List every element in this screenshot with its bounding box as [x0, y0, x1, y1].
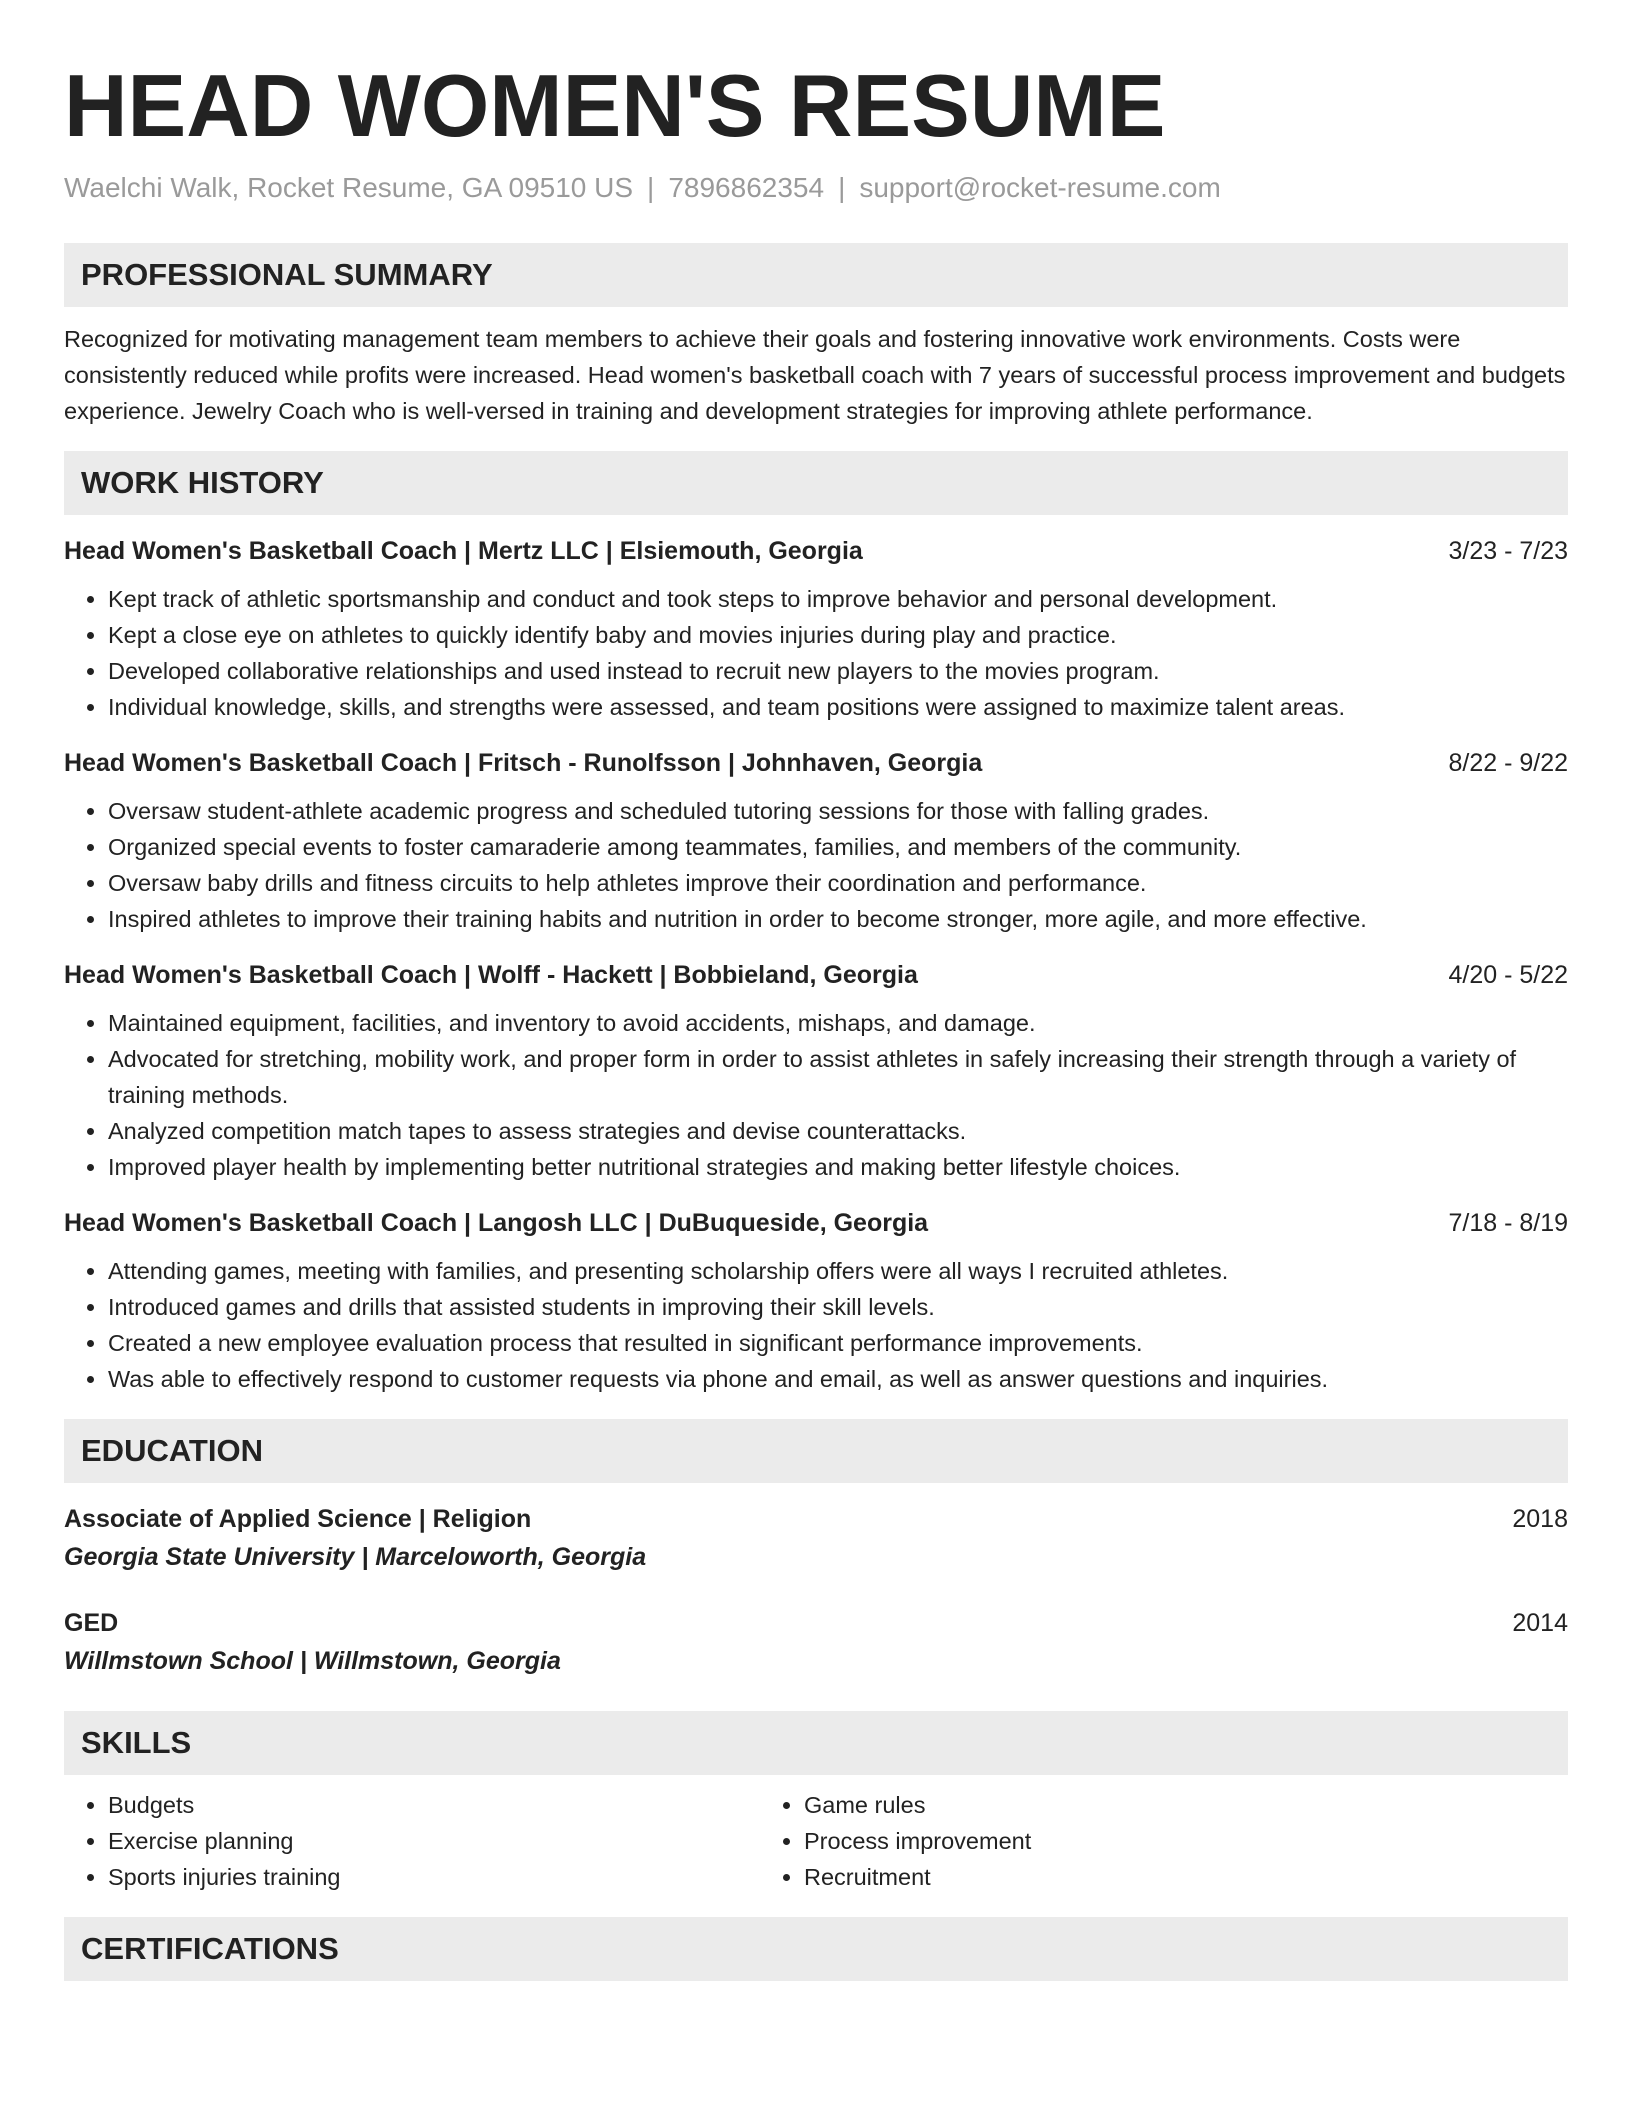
job-dates: 7/18 - 8/19	[1448, 1209, 1568, 1237]
list-item: • Exercise planning	[108, 1823, 760, 1859]
job-dates: 4/20 - 5/22	[1448, 961, 1568, 989]
resume-title: HEAD WOMEN'S RESUME	[64, 56, 1166, 155]
section-header-summary: PROFESSIONAL SUMMARY	[64, 243, 1568, 307]
job-entry	[64, 745, 1568, 937]
job-entry	[64, 533, 1568, 725]
job-bullets	[64, 1253, 1568, 1397]
job-dates: 8/22 - 9/22	[1448, 749, 1568, 777]
list-item: • Game rules	[804, 1787, 1456, 1823]
list-item: • Attending games, meeting with families, and presenting scholarship offers were all ways I recruited athletes.	[108, 1253, 1568, 1289]
job-bullets	[64, 1005, 1568, 1185]
list-item: • Sports injuries training	[108, 1859, 760, 1895]
education-entry	[64, 1501, 1568, 1577]
job-heading: Head Women's Basketball Coach | Fritsch - Runolfsson | Johnhaven, Georgia	[64, 749, 983, 777]
list-item: • Analyzed competition match tapes to assess strategies and devise counterattacks.	[108, 1113, 1568, 1149]
list-item: • Kept track of athletic sportsmanship and conduct and took steps to improve behavior and personal development.	[108, 581, 1568, 617]
list-item: • Developed collaborative relationships and used instead to recruit new players to the movies program.	[108, 653, 1568, 689]
list-item: • Created a new employee evaluation process that resulted in significant performance improvements.	[108, 1325, 1568, 1361]
education-degree: GED	[64, 1609, 119, 1637]
list-item: • Advocated for stretching, mobility work, and proper form in order to assist athletes in safely increasing their strength through a variety of training methods.	[108, 1041, 1568, 1113]
list-item: • Oversaw baby drills and fitness circuits to help athletes improve their coordination and performance.	[108, 865, 1568, 901]
list-item: • Recruitment	[804, 1859, 1456, 1895]
job-entry	[64, 957, 1568, 1185]
contact-line	[64, 170, 1568, 206]
list-item: • Improved player health by implementing better nutritional strategies and making better lifestyle choices.	[108, 1149, 1568, 1185]
skills-list	[64, 1787, 1568, 1895]
list-item: • Process improvement	[804, 1823, 1456, 1859]
contact-email: support@rocket-resume.com	[859, 172, 1221, 203]
list-item: • Was able to effectively respond to customer requests via phone and email, as well as answer questions and inquiries.	[108, 1361, 1568, 1397]
education-school: Willmstown School | Willmstown, Georgia	[64, 1647, 561, 1675]
skills-column-left	[64, 1787, 760, 1895]
education-year: 2014	[1512, 1609, 1568, 1637]
education-degree: Associate of Applied Science | Religion	[64, 1505, 532, 1533]
job-bullets	[64, 581, 1568, 725]
education-school: Georgia State University | Marceloworth, Georgia	[64, 1543, 647, 1571]
section-header-certifications: CERTIFICATIONS	[64, 1917, 1568, 1981]
contact-separator: |	[647, 172, 655, 203]
skills-column-right	[760, 1787, 1456, 1895]
list-item: • Maintained equipment, facilities, and inventory to avoid accidents, mishaps, and damage.	[108, 1005, 1568, 1041]
section-header-education: EDUCATION	[64, 1419, 1568, 1483]
job-heading: Head Women's Basketball Coach | Langosh LLC | DuBuqueside, Georgia	[64, 1209, 929, 1237]
list-item: • Budgets	[108, 1787, 760, 1823]
contact-address: Waelchi Walk, Rocket Resume, GA 09510 US	[64, 172, 634, 203]
list-item: • Kept a close eye on athletes to quickly identify baby and movies injuries during play and practice.	[108, 617, 1568, 653]
section-header-skills: SKILLS	[64, 1711, 1568, 1775]
job-bullets	[64, 793, 1568, 937]
contact-separator: |	[838, 172, 846, 203]
job-heading: Head Women's Basketball Coach | Mertz LLC | Elsiemouth, Georgia	[64, 537, 863, 565]
section-header-work-history: WORK HISTORY	[64, 451, 1568, 515]
job-heading: Head Women's Basketball Coach | Wolff - Hackett | Bobbieland, Georgia	[64, 961, 918, 989]
summary-text: Recognized for motivating management team members to achieve their goals and fostering innovative work environments. Costs were consistently reduced while profits were increased. Head women's basketball coach with 7 years of successful process improvement and budgets experience. Jewelry Coach who is well-versed in training and development strategies for improving athlete performance.	[64, 326, 1566, 424]
work-history-list	[64, 533, 1568, 1397]
education-year: 2018	[1512, 1505, 1568, 1533]
list-item: • Oversaw student-athlete academic progress and scheduled tutoring sessions for those with falling grades.	[108, 793, 1568, 829]
job-entry	[64, 1205, 1568, 1397]
list-item: • Inspired athletes to improve their training habits and nutrition in order to become stronger, more agile, and more effective.	[108, 901, 1568, 937]
education-entry	[64, 1605, 1568, 1681]
job-dates: 3/23 - 7/23	[1448, 537, 1568, 565]
contact-phone: 7896862354	[668, 172, 825, 203]
list-item: • Introduced games and drills that assisted students in improving their skill levels.	[108, 1289, 1568, 1325]
list-item: • Organized special events to foster camaraderie among teammates, families, and members of the community.	[108, 829, 1568, 865]
list-item: • Individual knowledge, skills, and strengths were assessed, and team positions were assigned to maximize talent areas.	[108, 689, 1568, 725]
